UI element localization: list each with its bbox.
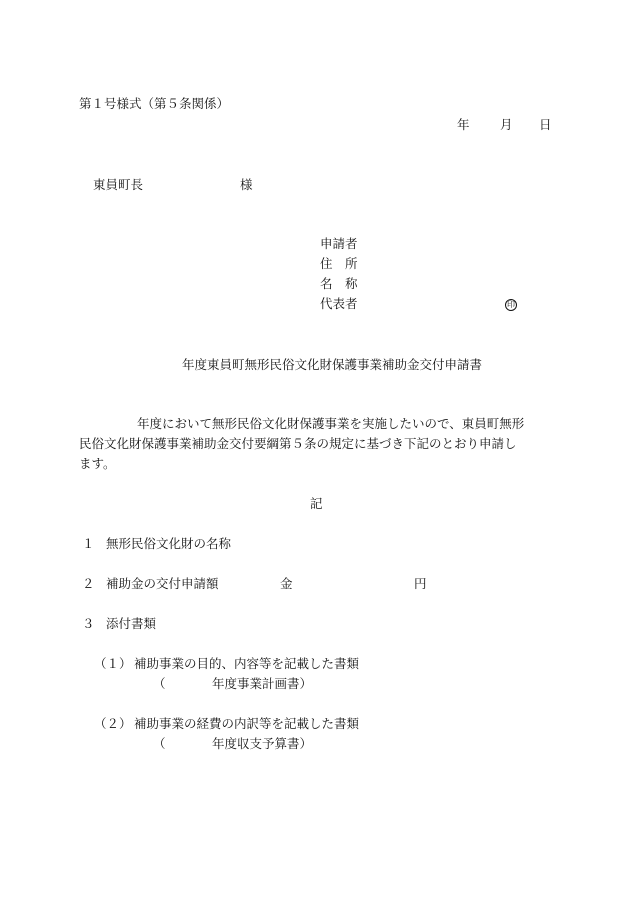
applicant-representative-label: 代表者 bbox=[320, 296, 358, 311]
attachment-2-label: 補助事業の経費の内訳等を記載した書類 bbox=[134, 716, 360, 731]
addressee-name: 東員町長 bbox=[93, 177, 144, 192]
seal-mark bbox=[505, 297, 517, 311]
date-year: 年 bbox=[457, 117, 470, 132]
item-3-number: ３ bbox=[82, 616, 95, 631]
attachment-2-open-paren: （ bbox=[153, 736, 166, 751]
attachment-1-document: 年度事業計画書） bbox=[212, 676, 313, 691]
body-line-3: ます。 bbox=[79, 456, 116, 471]
body-line-2: 民俗文化財保護事業補助金交付要綱第５条の規定に基づき下記のとおり申請し bbox=[79, 436, 517, 451]
date-day: 日 bbox=[539, 117, 552, 132]
attachment-1-label: 補助事業の目的、内容等を記載した書類 bbox=[134, 656, 360, 671]
item-1-number: １ bbox=[82, 536, 95, 551]
applicant-address-label: 住 所 bbox=[320, 256, 358, 271]
body-paragraph bbox=[79, 414, 557, 474]
date-month: 月 bbox=[500, 117, 513, 132]
item-2-currency-prefix: 金 bbox=[280, 576, 293, 591]
addressee-honorific: 様 bbox=[240, 177, 253, 192]
attachment-2-document: 年度収支予算書） bbox=[212, 736, 313, 751]
item-2-currency-suffix: 円 bbox=[414, 576, 427, 591]
attachment-2-number: （２） bbox=[94, 716, 132, 731]
ki-heading: 記 bbox=[310, 496, 323, 511]
attachment-1-open-paren: （ bbox=[153, 676, 166, 691]
form-number: 第１号様式（第５条関係） bbox=[79, 96, 230, 111]
applicant-heading: 申請者 bbox=[320, 236, 358, 251]
item-2-label: 補助金の交付申請額 bbox=[106, 576, 219, 591]
applicant-name-label: 名 称 bbox=[320, 276, 358, 291]
item-1-label: 無形民俗文化財の名称 bbox=[106, 536, 232, 551]
attachment-1-number: （１） bbox=[94, 656, 132, 671]
document-title: 年度東員町無形民俗文化財保護事業補助金交付申請書 bbox=[182, 357, 483, 372]
item-3-label: 添付書類 bbox=[106, 616, 157, 631]
body-line-1: 年度において無形民俗文化財保護事業を実施したいので、東員町無形 bbox=[137, 416, 525, 431]
seal-icon: 印 bbox=[507, 300, 515, 309]
item-2-number: ２ bbox=[82, 576, 95, 591]
